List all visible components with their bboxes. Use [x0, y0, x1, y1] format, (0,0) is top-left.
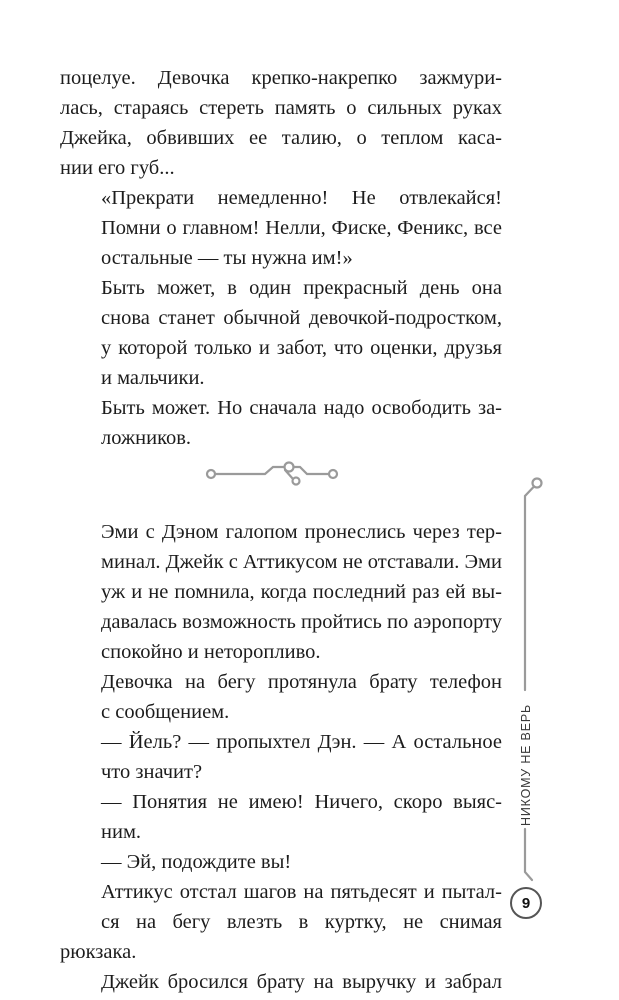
text-line: Быть может. Но сначала надо освободить за- [101, 397, 502, 419]
side-circuit-ornament-icon [508, 476, 548, 896]
text-line: поцелуе. Девочка крепко-накрепко зажмури- [60, 67, 502, 89]
text-line: что значит? [101, 761, 203, 783]
page-number: 9 [521, 894, 531, 912]
text-line: лась, стараясь стереть память о сильных руках [60, 97, 502, 119]
text-line: Джейк бросился брату на выручку и забрал [101, 971, 502, 993]
text-line: Джейка, обвивших ее талию, о теплом каса- [60, 127, 502, 149]
paragraph [60, 667, 502, 727]
text-line: уж и не помнила, когда последний раз ей вы- [101, 581, 502, 603]
text-line: — Эй, подождите вы! [101, 851, 292, 873]
text-line: — Йель? — пропыхтел Дэн. — А остальное [101, 731, 502, 753]
paragraph [60, 183, 502, 273]
bottom-text-section [60, 517, 502, 997]
text-line: «Прекрати немедленно! Не отвлекайся! [101, 187, 502, 209]
text-line: спокойно и неторопливо. [101, 641, 321, 663]
paragraph [60, 393, 502, 453]
text-line: Помни о главном! Нелли, Фиске, Феникс, все [101, 217, 502, 239]
paragraph [60, 727, 502, 787]
text-line: ся на бегу влезть в куртку, не снимая рюкзака. [60, 911, 502, 963]
text-line: — Понятия не имею! Ничего, скоро выяс- [101, 791, 502, 813]
text-line: снова станет обычной девочкой-подростком, [101, 307, 502, 329]
text-line: Быть может, в один прекрасный день она [101, 277, 502, 299]
text-line: остальные — ты нужна им!» [101, 247, 353, 269]
page-number-badge [510, 887, 542, 919]
text-line: нии его губ... [60, 157, 175, 179]
text-line: ним. [101, 821, 142, 843]
text-line: с сообщением. [101, 701, 230, 723]
text-line: Эми с Дэном галопом пронеслись через тер- [101, 521, 502, 543]
text-line: Аттикус отстал шагов на пятьдесят и пытал- [101, 881, 502, 903]
text-line: ложников. [101, 427, 192, 449]
circuit-divider-icon [205, 459, 339, 487]
paragraph [60, 787, 502, 847]
paragraph [60, 847, 502, 877]
text-line: минал. Джейк с Аттикусом не отставали. Эми [101, 551, 502, 573]
running-title: НИКОМУ НЕ ВЕРЬ [519, 704, 533, 826]
paragraph [60, 63, 502, 183]
paragraph [60, 273, 502, 393]
text-line: давалась возможность пройтись по аэропорту [101, 611, 502, 633]
text-line: и мальчики. [101, 367, 205, 389]
top-text-section [60, 63, 502, 453]
paragraph [60, 517, 502, 667]
text-line: у которой только и забот, что оценки, друзья [101, 337, 502, 359]
paragraph [60, 877, 502, 997]
text-line: Девочка на бегу протянула брату телефон [101, 671, 502, 693]
